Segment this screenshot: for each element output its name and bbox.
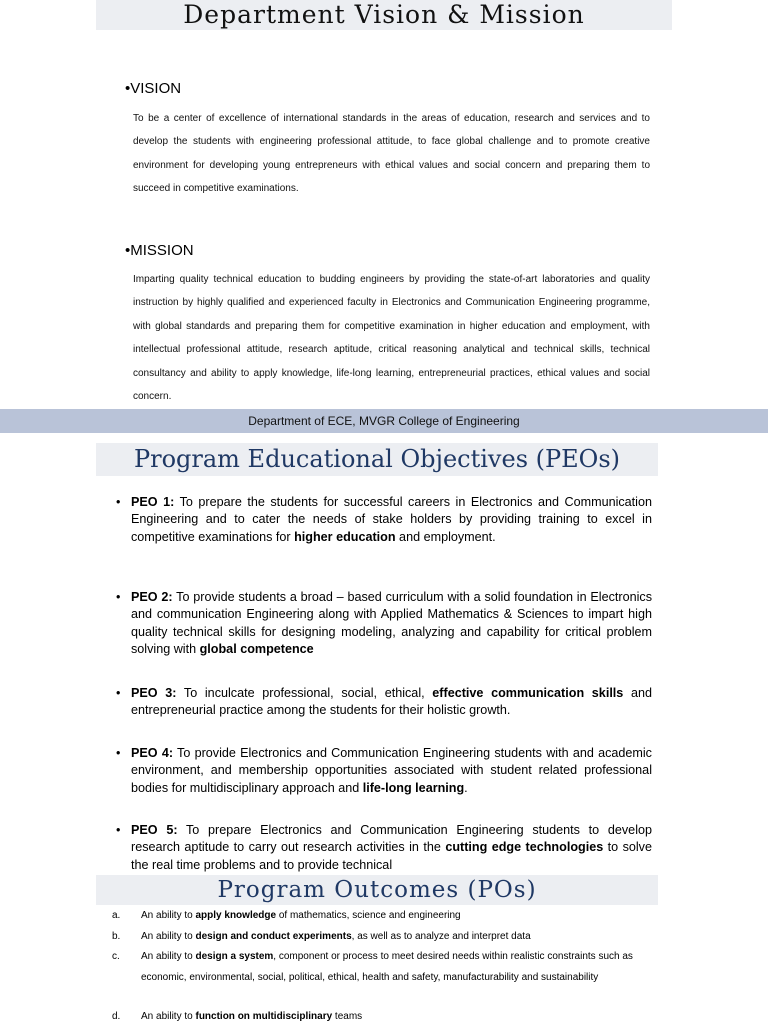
peo-text-end: and entrepreneurial practice among the students for their holistic growth.	[131, 686, 653, 718]
peo-highlight: higher education	[294, 529, 396, 544]
peo-label: PEO 3:	[131, 686, 177, 700]
peo-item	[116, 685, 652, 720]
peo-text: To provide students a broad – based curriculum with a solid foundation in Electronics and communication Engineering along with Applied Mathematics & Sciences to impart high quality technical skills for designing modeling, analyzing and capability for critical problem solving with	[131, 590, 652, 656]
peo-text-end: and employment.	[395, 529, 496, 544]
po-text-end: , component or process to meet desired needs within realistic constraints such as economic, environmental, social, political, ethical, health and safety, manufacturability and sustainability	[141, 951, 633, 983]
bullet-icon: •	[116, 746, 121, 760]
peo-label: PEO 1:	[131, 495, 175, 509]
peo-item	[116, 589, 652, 658]
bullet-icon: •	[116, 686, 121, 700]
po-letter: d.	[112, 1011, 121, 1022]
vision-mission-title: Department Vision & Mission	[96, 0, 672, 30]
po-letter: a.	[112, 910, 121, 921]
slide-footer: Department of ECE, MVGR College of Engineering	[0, 409, 768, 433]
vision-heading: •VISION	[125, 80, 182, 97]
po-item	[112, 926, 652, 947]
po-highlight: design and conduct experiments	[195, 931, 352, 942]
bullet-icon: •	[116, 823, 121, 837]
po-letter: c.	[112, 951, 120, 962]
po-highlight: design a system	[195, 951, 274, 962]
peo-label: PEO 2:	[131, 590, 173, 604]
peos-title: Program Educational Objectives (PEOs)	[96, 443, 658, 476]
peo-item	[116, 494, 652, 546]
po-item	[112, 905, 652, 926]
peo-label: PEO 5:	[131, 823, 178, 837]
po-text: An ability to	[141, 951, 196, 962]
peo-item	[116, 822, 652, 872]
po-text-end: of mathematics, science and engineering	[276, 910, 461, 921]
bullet-icon: •	[116, 590, 121, 604]
peo-highlight: cutting edge technologies	[445, 840, 604, 855]
po-text-end: teams	[332, 1011, 363, 1022]
peo-highlight: life-long learning	[362, 780, 465, 795]
peo-text-end: .	[464, 780, 468, 795]
peo-highlight: effective communication skills	[432, 686, 624, 700]
po-letter: b.	[112, 931, 121, 942]
peo-item	[116, 745, 652, 797]
bullet-icon: •	[116, 495, 121, 509]
peo-text-end: to solve the real time problems and to provide technical	[131, 840, 652, 872]
mission-text: Imparting quality technical education to budding engineers by providing the state-of-art laboratories and quality instruction by highly qualified and experienced faculty in Electronics and Communication Engineering programme, with global standards and preparing them for competitive examination in higher education and employment, with intellectual professional attitude, research aptitude, critical reasoning analytical and technical skills, technical consultancy and ability to apply knowledge, life-long learning, entrepreneurial practices, ethical values and social concern.	[133, 274, 650, 403]
po-text: An ability to	[141, 1011, 196, 1022]
po-highlight: apply knowledge	[195, 910, 277, 921]
peo-text: To inculcate professional, social, ethical,	[176, 686, 433, 700]
peo-text: To prepare the students for successful careers in Electronics and Communication Engineering and to cater the needs of stake holders by providing training to excel in competitive examinations for	[131, 495, 652, 544]
po-text-end: , as well as to analyze and interpret data	[351, 931, 531, 942]
peo-text: To provide Electronics and Communication Engineering students with and academic environment, and membership opportunities associated with student related professional bodies for multidisciplinary approach and	[131, 746, 652, 795]
peo-label: PEO 4:	[131, 746, 174, 760]
peo-text: To prepare Electronics and Communication Engineering students to develop research aptitude to carry out research activities in the	[131, 823, 652, 855]
po-text: An ability to	[141, 910, 196, 921]
pos-title: Program Outcomes (POs)	[96, 875, 658, 905]
vision-text: To be a center of excellence of international standards in the areas of education, research and services and to develop the students with engineering professional attitude, to face global challenge and to promote creative environment for developing young entrepreneurs with ethical values and social concern and preparing them to succeed in competitive examinations.	[133, 113, 650, 195]
po-highlight: function on multidisciplinary	[195, 1011, 333, 1022]
po-text: An ability to	[141, 931, 196, 942]
peo-highlight: global competence	[199, 641, 314, 656]
po-item	[112, 946, 652, 988]
mission-heading: •MISSION	[125, 242, 194, 259]
